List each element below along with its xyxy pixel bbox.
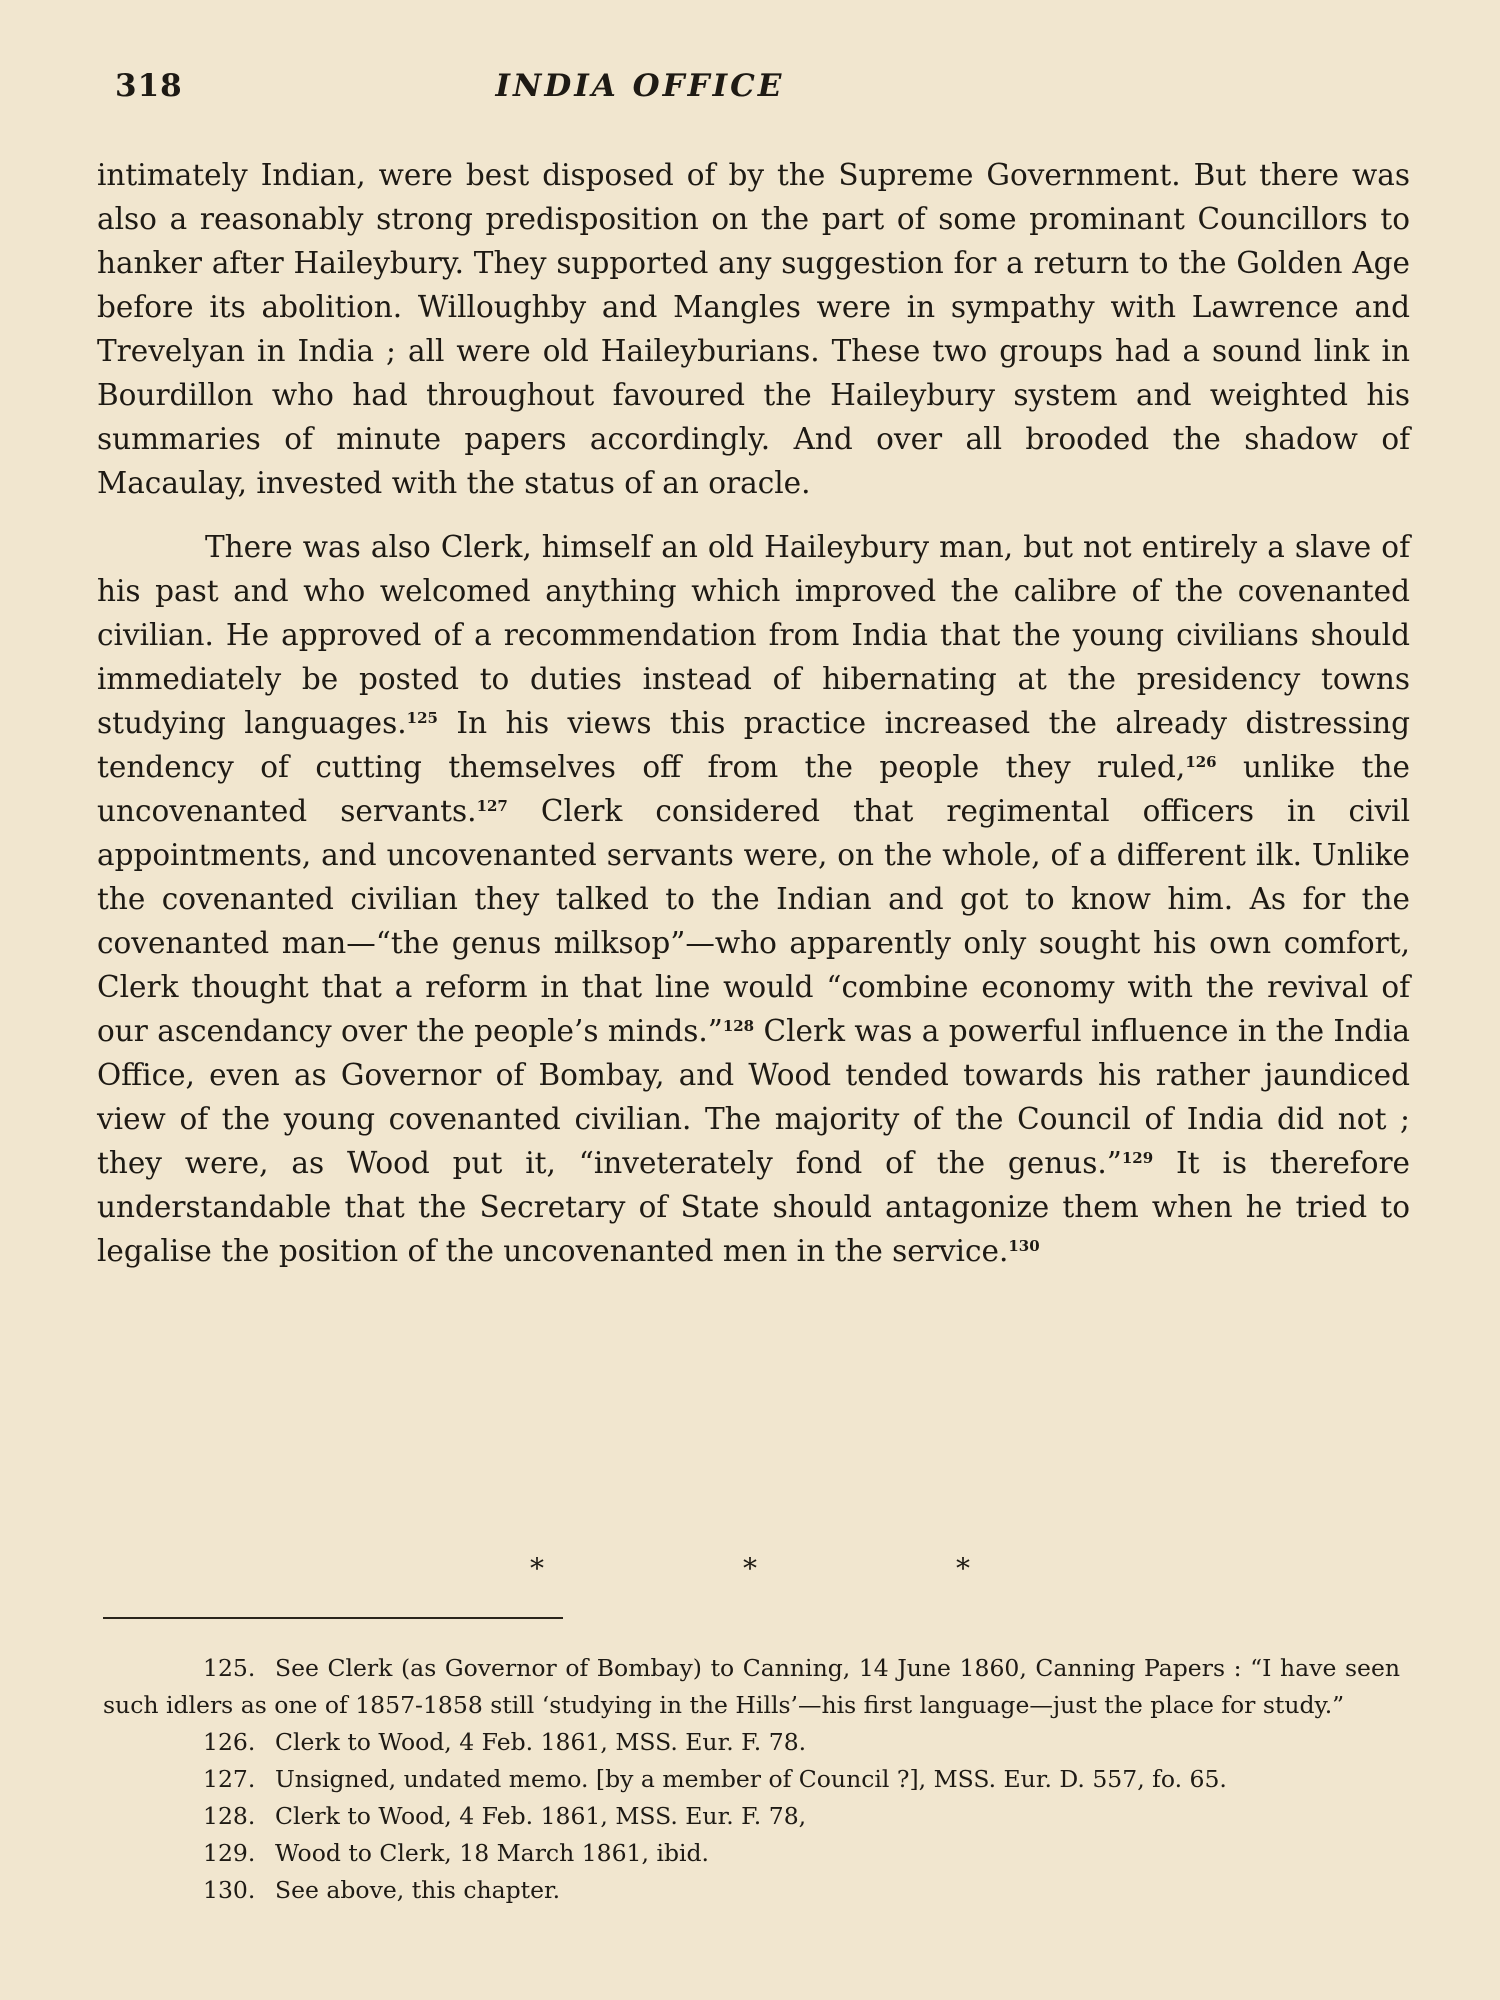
- body-text: [97, 153, 1410, 1273]
- footnote: [103, 1761, 1400, 1798]
- footnote-ref[interactable]: 129: [1121, 1149, 1154, 1167]
- footnote-text: Clerk to Wood, 4 Feb. 1861, MSS. Eur. F. 78.: [275, 1728, 807, 1756]
- footnote-ref[interactable]: 126: [1185, 753, 1217, 771]
- footnote-text: See Clerk (as Governor of Bombay) to Canning, 14 June 1860, Canning Papers : “I have seen such idlers as one of 1857-1858 still ‘studying in the Hills’—his first language—just the place for study.”: [103, 1654, 1400, 1719]
- footnote-rule: [103, 1617, 563, 1619]
- footnote: [103, 1798, 1400, 1835]
- footnote: [103, 1724, 1400, 1761]
- footnote-text: Clerk to Wood, 4 Feb. 1861, MSS. Eur. F. 78,: [275, 1802, 807, 1830]
- paragraph-text: Clerk considered that regimental officers in civil appointments, and uncovenanted servants were, on the whole, of a different ilk. Unlike the covenanted civilian they talked to the Indian and got to know him. As for the covenanted man—“the genus milksop”—who apparently only sought his own comfort, Clerk thought that a reform in that line would “combine economy with the revival of our ascendancy over the people’s minds.”: [97, 794, 1411, 1048]
- paragraph-text: It is therefore understandable that the Secretary of State should antagonize them when he tried to legalise the position of the uncovenanted men in the service.: [97, 1146, 1411, 1268]
- paragraph-text: Clerk was a powerful influence in the India Office, even as Governor of Bombay, and Wood tended towards his rather jaundiced view of the young covenanted civilian. The majority of the Council of India did not ; they were, as Wood put it, “inveterately fond of the genus.”: [97, 1014, 1410, 1180]
- section-separator: [530, 1552, 970, 1585]
- footnote-text: Unsigned, undated memo. [by a member of Council ?], MSS. Eur. D. 557, fo. 65.: [275, 1765, 1227, 1793]
- footnote: [103, 1650, 1400, 1724]
- footnotes: [103, 1650, 1400, 1909]
- footnote-text: Wood to Clerk, 18 March 1861, ibid.: [275, 1839, 710, 1867]
- page-header: [115, 68, 1415, 118]
- asterisk: *: [956, 1552, 970, 1585]
- footnote-number: 130.: [203, 1876, 256, 1904]
- asterisk: *: [530, 1552, 544, 1585]
- footnote-ref[interactable]: 128: [722, 1017, 755, 1035]
- footnote-number: 129.: [203, 1839, 256, 1867]
- page-number: 318: [115, 68, 183, 104]
- footnote-ref[interactable]: 127: [476, 797, 508, 815]
- footnote-number: 126.: [203, 1728, 256, 1756]
- paragraph-text: unlike the uncovenanted servants.: [97, 750, 1410, 828]
- footnote-number: 125.: [203, 1654, 256, 1682]
- footnote: [103, 1835, 1400, 1872]
- running-head: INDIA OFFICE: [495, 68, 785, 104]
- paragraph: [97, 153, 1410, 505]
- footnote-ref[interactable]: 130: [1008, 1237, 1040, 1255]
- paragraph-text: intimately Indian, were best disposed of by the Supreme Government. But there was also a reasonably strong predisposition on the part of some prominant Councillors to hanker after Haileybury. They supported any suggestion for a return to the Golden Age before its abolition. Willoughby and Mangles were in sympathy with Lawrence and Trevelyan in India ; all were old Haileyburians. These two groups had a sound link in Bourdillon who had throughout favoured the Haileybury system and weighted his summaries of minute papers accordingly. And over all brooded the shadow of Macaulay, invested with the status of an oracle.: [97, 158, 1410, 500]
- paragraph: [97, 525, 1410, 1273]
- footnote-text: See above, this chapter.: [275, 1876, 561, 1904]
- footnote-number: 127.: [203, 1765, 256, 1793]
- footnote-number: 128.: [203, 1802, 256, 1830]
- paragraph-text: In his views this practice increased the already distressing tendency of cutting themselves off from the people they ruled,: [97, 706, 1410, 784]
- paragraph-text: There was also Clerk, himself an old Haileybury man, but not entirely a slave of his past and who welcomed anything which improved the calibre of the covenanted civilian. He approved of a recommendation from India that the young civilians should immediately be posted to duties instead of hibernating at the presidency towns studying languages.: [97, 530, 1410, 740]
- asterisk: *: [743, 1552, 757, 1585]
- footnote: [103, 1872, 1400, 1909]
- footnote-ref[interactable]: 125: [406, 709, 438, 727]
